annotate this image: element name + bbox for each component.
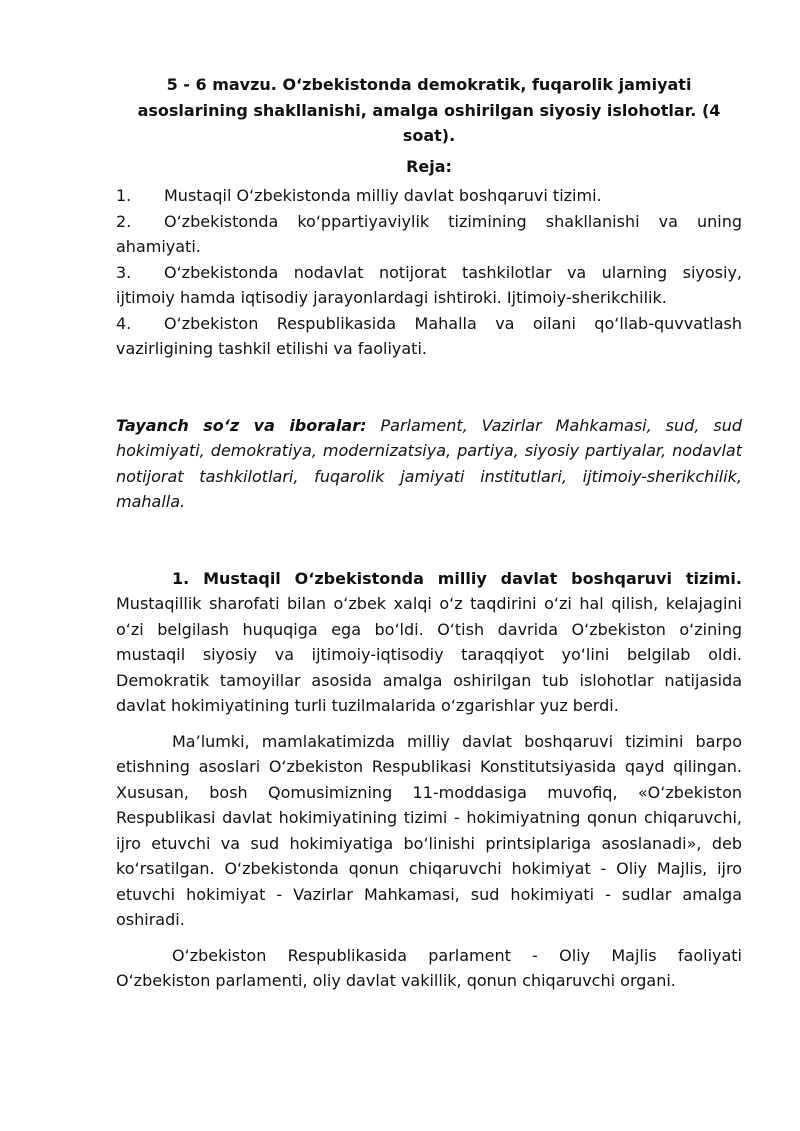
plan-item-number: 2. [116, 211, 132, 231]
body-paragraph-3: O‘zbekiston Respublikasida parlament - Oliy Majlis faoliyati O‘zbekiston parlamenti, oliy davlat vakillik, qonun chiqaruvchi organi. [116, 945, 742, 990]
body-paragraph-2: Ma’lumki, mamlakatimizda milliy davlat boshqaruvi tizimini barpo etishning asoslari O‘zbekiston Respublikasi Konstitutsiyasida qayd qilingan. Xususan, bosh Qomusimizning 11-moddasiga muvofiq, «O‘zbekiston Respublikasi davlat hokimiyatining tizimi - hokimiyatning qonun chiqaruvchi, ijro etuvchi va sud hokimiyatiga bo‘linishi printsiplariga asoslanadi», deb ko‘rsatilgan. O‘zbekistonda qonun chiqaruvchi hokimiyat - Oliy Majlis, ijro etuvchi hokimiyat - Vazirlar Mahkamasi, sud hokimiyati - sudlar amalga oshiradi. [116, 731, 742, 929]
plan-item [116, 209, 742, 260]
section-heading: 1. Mustaqil O‘zbekistonda milliy davlat boshqaruvi tizimi. [172, 568, 742, 588]
section-paragraph [116, 566, 742, 719]
plan-item-text: O‘zbekistonda ko‘ppartiyaviylik tizimining shakllanishi va uning ahamiyati. [116, 211, 742, 256]
plan-item-number: 3. [116, 262, 132, 282]
plan-heading: Reja: [406, 156, 452, 176]
keywords-text: Parlament, Vazirlar Mahkamasi, sud, sud hokimiyati, demokratiya, modernizatsiya, partiya, siyosiy partiyalar, nodavlat notijorat tashkilotlari, fuqarolik jamiyati institutlari, ijtimoiy-sherikchilik, mahalla. [116, 415, 743, 511]
plan-item [116, 311, 742, 362]
plan-item [116, 260, 742, 311]
plan-item-text: O‘zbekiston Respublikasida Mahalla va oilani qo‘llab-quvvatlash vazirligining tashkil etilishi va faoliyati. [116, 313, 742, 358]
plan-item-number: 1. [116, 186, 132, 205]
keywords-paragraph [116, 413, 742, 515]
plan-item-text: O‘zbekistonda nodavlat notijorat tashkilotlar va ularning siyosiy, ijtimoiy hamda iqtisodiy jarayonlardagi ishtiroki. Ijtimoiy-sherikchilik. [116, 262, 742, 307]
document-page [116, 72, 742, 994]
plan-item-text: Mustaqil O‘zbekistonda milliy davlat boshqaruvi tizimi. [164, 186, 602, 205]
plan-item-number: 4. [116, 313, 132, 333]
plan-item [116, 183, 742, 209]
section-text: Mustaqillik sharofati bilan o‘zbek xalqi o‘z taqdirini o‘zi hal qilish, kelajagini o‘zi belgilash huquqiga ega bo‘ldi. O‘tish davrida O‘zbekiston o‘zining mustaqil siyosiy va ijtimoiy-iqtisodiy taraqqiyot yo‘lini belgilab oldi. Demokratik tamoyillar asosida amalga oshirilgan tub islohotlar natijasida davlat hokimiyatining turli tuzilmalarida o‘zgarishlar yuz berdi. [116, 594, 742, 715]
document-title: 5 - 6 mavzu. O‘zbekistonda demokratik, fuqarolik jamiyati asoslarining shakllanishi, amalga oshirilgan siyosiy islohotlar. (4 soat). [137, 75, 721, 145]
plan-list [116, 183, 742, 362]
keywords-label: Tayanch so‘z va iboralar: [116, 415, 367, 435]
